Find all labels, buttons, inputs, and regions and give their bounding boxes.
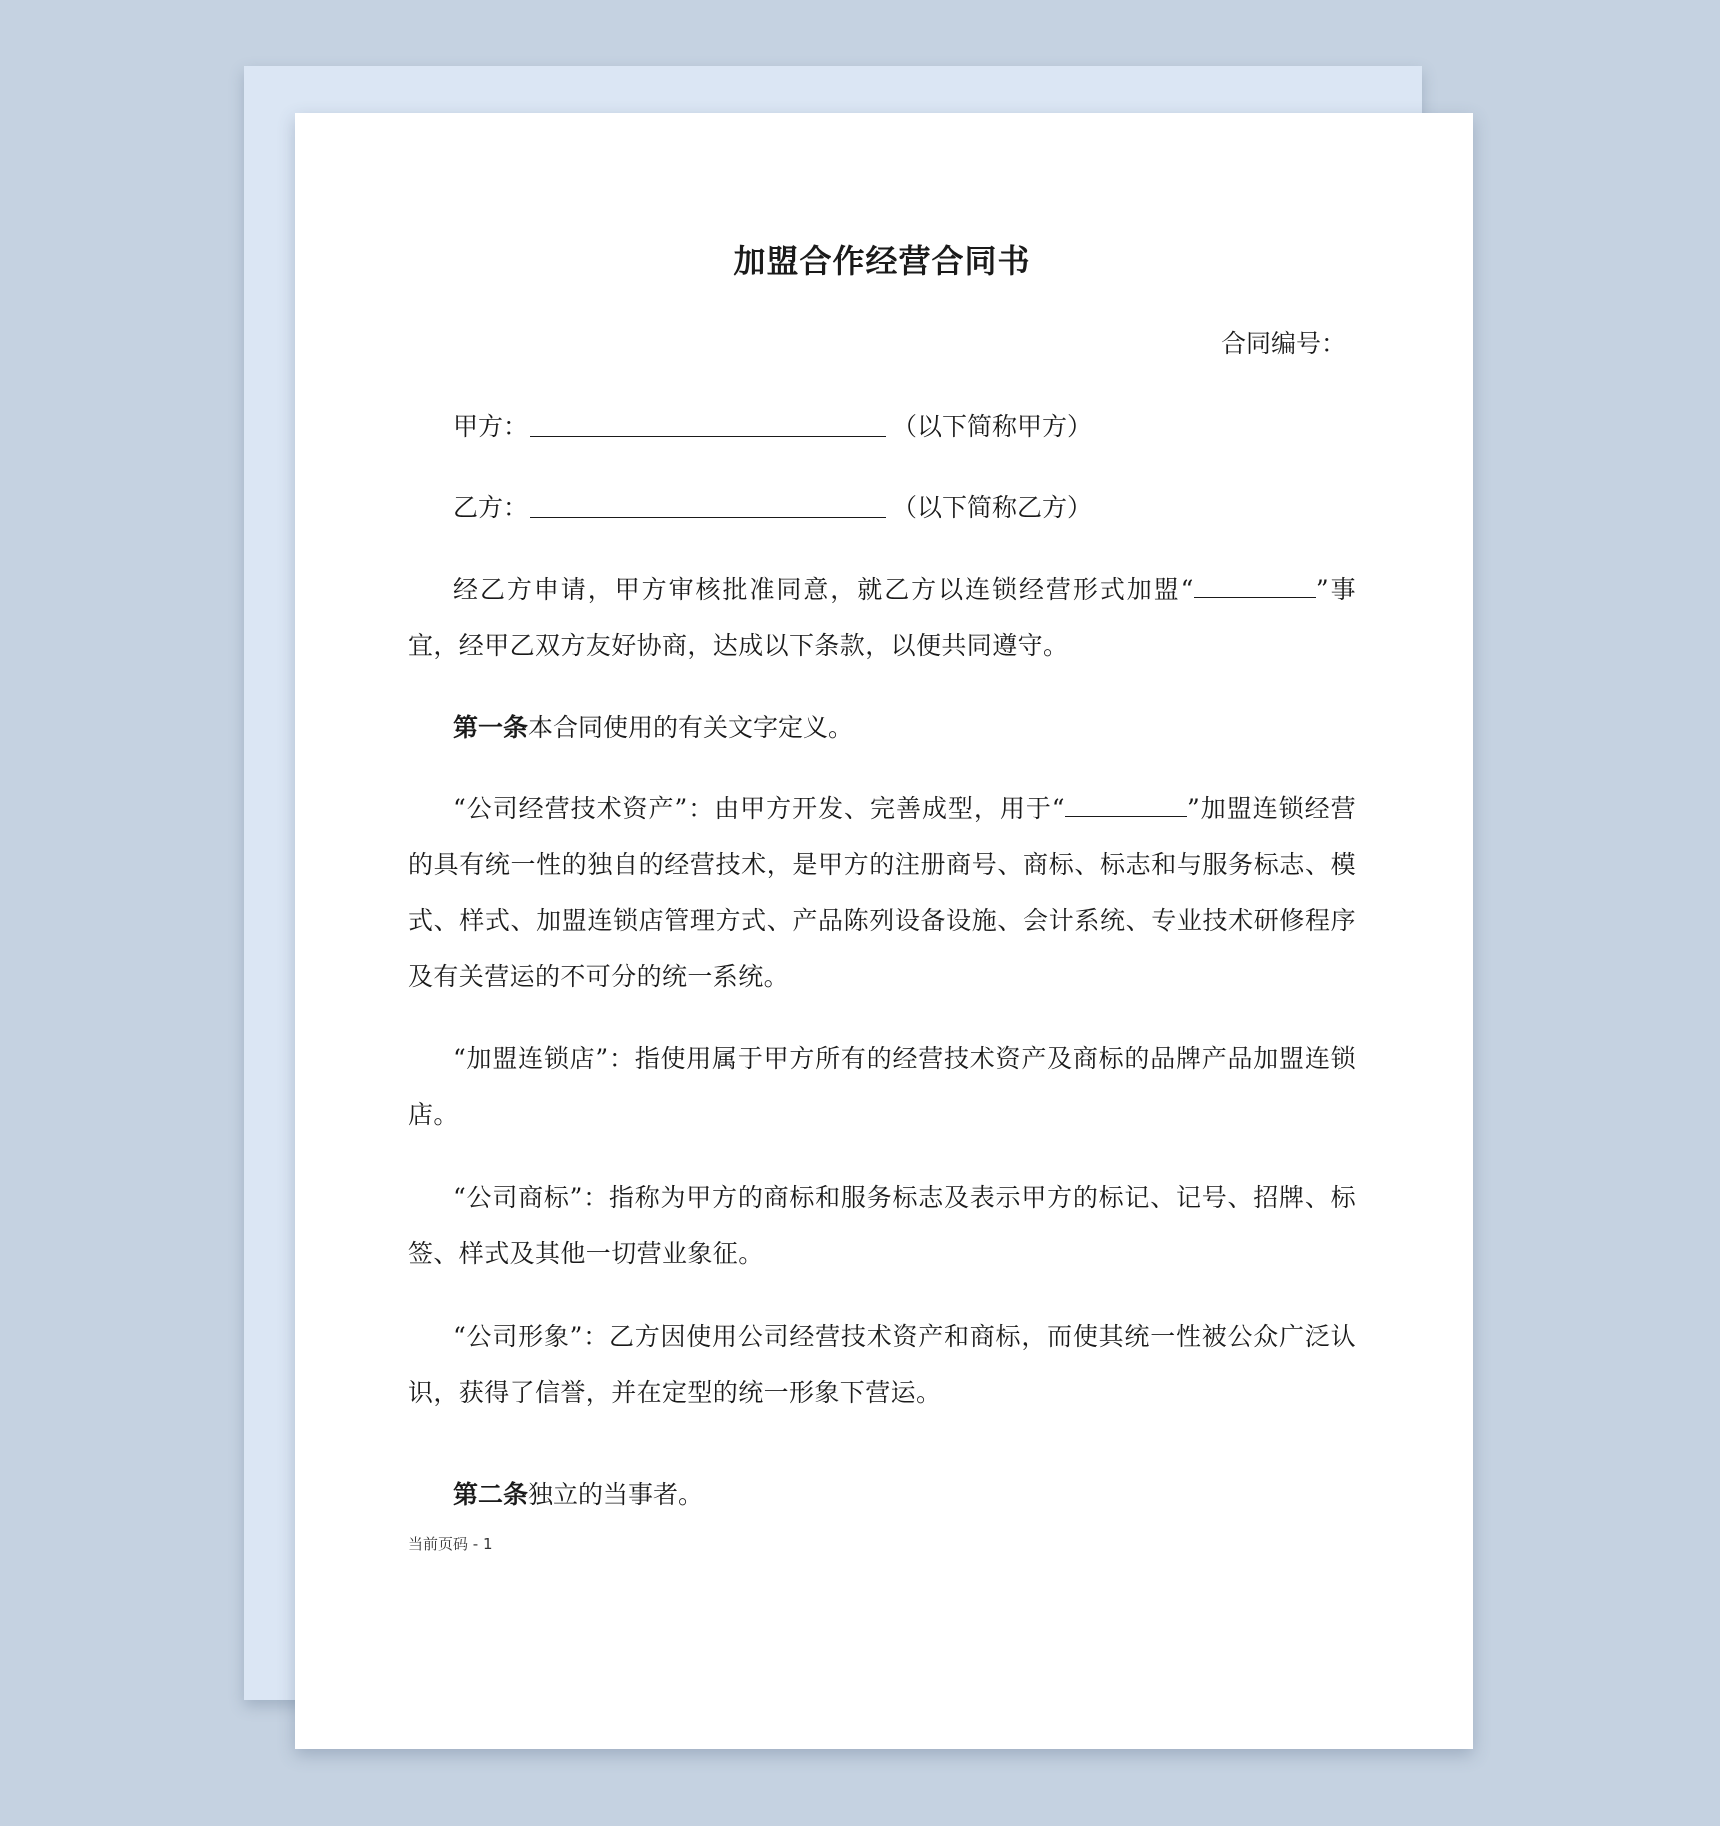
article-2 bbox=[453, 1478, 703, 1512]
brand-name-blank[interactable] bbox=[1194, 573, 1316, 598]
article-2-heading: 第二条 bbox=[453, 1480, 529, 1509]
document-title: 加盟合作经营合同书 bbox=[733, 242, 1031, 280]
document-page bbox=[295, 113, 1473, 1749]
party-b-suffix: （以下简称乙方） bbox=[892, 493, 1093, 522]
party-a-suffix: （以下简称甲方） bbox=[892, 412, 1093, 441]
article-1 bbox=[453, 711, 853, 745]
page-number-footer: 当前页码 - 1 bbox=[408, 1535, 493, 1553]
intro-paragraph bbox=[408, 562, 1356, 674]
definition-company-trademark: “公司商标”：指称为甲方的商标和服务标志及表示甲方的标记、记号、招牌、标签、样式及其他一切营业象征。 bbox=[408, 1183, 1356, 1268]
definition-1-start: “公司经营技术资产”：由甲方开发、完善成型，用于“ bbox=[453, 794, 1065, 823]
article-1-heading: 第一条 bbox=[453, 713, 529, 742]
intro-text-start: 经乙方申请，甲方审核批准同意，就乙方以连锁经营形式加盟“ bbox=[453, 575, 1194, 604]
definition-company-image: “公司形象”：乙方因使用公司经营技术资产和商标，而使其统一性被公众广泛认识，获得了信誉，并在定型的统一形象下营运。 bbox=[408, 1322, 1356, 1407]
definition-franchise-store: “加盟连锁店”：指使用属于甲方所有的经营技术资产及商标的品牌产品加盟连锁店。 bbox=[408, 1044, 1356, 1129]
party-b-blank[interactable] bbox=[530, 491, 886, 518]
intro-text-end: ”事宜，经甲乙双方友好协商，达成以下条款，以便共同遵守。 bbox=[408, 575, 1356, 660]
party-a-label: 甲方： bbox=[453, 412, 529, 441]
party-a-line bbox=[453, 410, 1092, 444]
definition-1-end: ”加盟连锁经营的具有统一性的独自的经营技术，是甲方的注册商号、商标、标志和与服务标志、模式、样式、加盟连锁店管理方式、产品陈列设备设施、会计系统、专业技术研修程序及有关营运的不可分的统一系统。 bbox=[408, 794, 1356, 991]
article-2-text: 独立的当事者。 bbox=[528, 1480, 704, 1509]
party-a-blank[interactable] bbox=[530, 410, 886, 437]
party-b-label: 乙方： bbox=[453, 493, 529, 522]
article-1-text: 本合同使用的有关文字定义。 bbox=[528, 713, 854, 742]
contract-number-label: 合同编号： bbox=[1220, 329, 1346, 358]
brand-name-blank-2[interactable] bbox=[1065, 792, 1187, 817]
party-b-line bbox=[453, 491, 1092, 525]
definition-business-assets bbox=[408, 781, 1356, 1005]
